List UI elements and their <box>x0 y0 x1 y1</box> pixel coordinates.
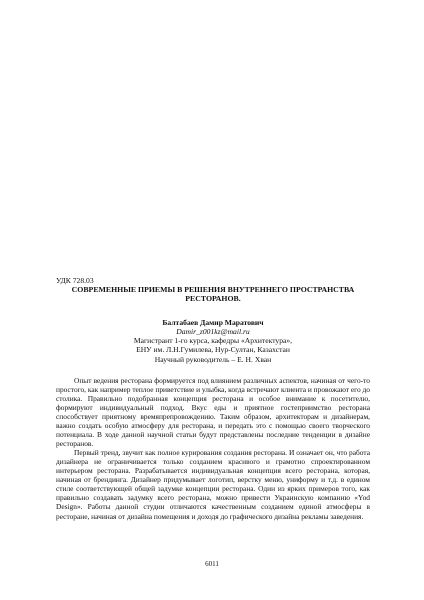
paragraph: Опыт ведения ресторана формируется под влиянием различных аспектов, начиная от чего-то простого, как например теплое приветствие и улыбка, когда встречают клиента и провожают его до столика. Правильно подобранная концепция ресторана и особое внимание к посетителю, формируют индивидуальный подход. Вкус еды и приятное гостеприимство ресторана способствует приятному времяпрепровождению. Таким образом, архитекторам и дизайнерам, важно создать особую атмосферу для ресторана, и передать это с помощью своего творческого потенциала. В ходе данной научной статьи будут представлены последние тенденции в дизайне ресторанов. <box>56 375 370 449</box>
author-affiliation-line2: ЕНУ им. Л.Н.Гумилева, Нур-Султан, Казахстан <box>136 345 290 355</box>
author-affiliation-line1: Магистрант 1-го курса, кафедры «Архитектура», <box>133 336 293 346</box>
author-email: Damir_z001kz@mail.ru <box>176 327 250 337</box>
paragraph: Первый тренд, звучит как полное курирования создания ресторана. И означает он, что работа дизайнера не ограничивается только созданием красивого и грамотно спроектированном интерьером ресторана. Разрабатывается индивидуальная концепция всего ресторана, которая, начиная от брендинга. Дизайнер придумывает логотип, верстку меню, униформу и т.д. в едином стиле соответствующей общей задумке концепции ресторана. Один из ярких примеров того, как правильно создавать задумку всего ресторана, можно привести Украинскую компанию «Yod Design». Работы данной студии отличаются качественным созданием единой атмосферы в ресторане, начиная от дизайна помещения и доходя до графического дизайна рекламы заведения. <box>56 448 370 521</box>
article-title: СОВРЕМЕННЫЕ ПРИЕМЫ В РЕШЕНИЯ ВНУТРЕННЕГО ПРОСТРАНСТВА РЕСТОРАНОВ. <box>71 285 355 304</box>
author-supervisor: Научный руководитель – Е. Н. Хван <box>154 354 272 364</box>
udk-code: УДК 728.03 <box>56 276 94 285</box>
article-content <box>56 276 370 521</box>
page-number: 6011 <box>205 560 219 568</box>
author-name: Балтабаев Дамир Маратович <box>162 317 264 327</box>
author-block <box>56 318 370 364</box>
article-body <box>56 376 370 521</box>
